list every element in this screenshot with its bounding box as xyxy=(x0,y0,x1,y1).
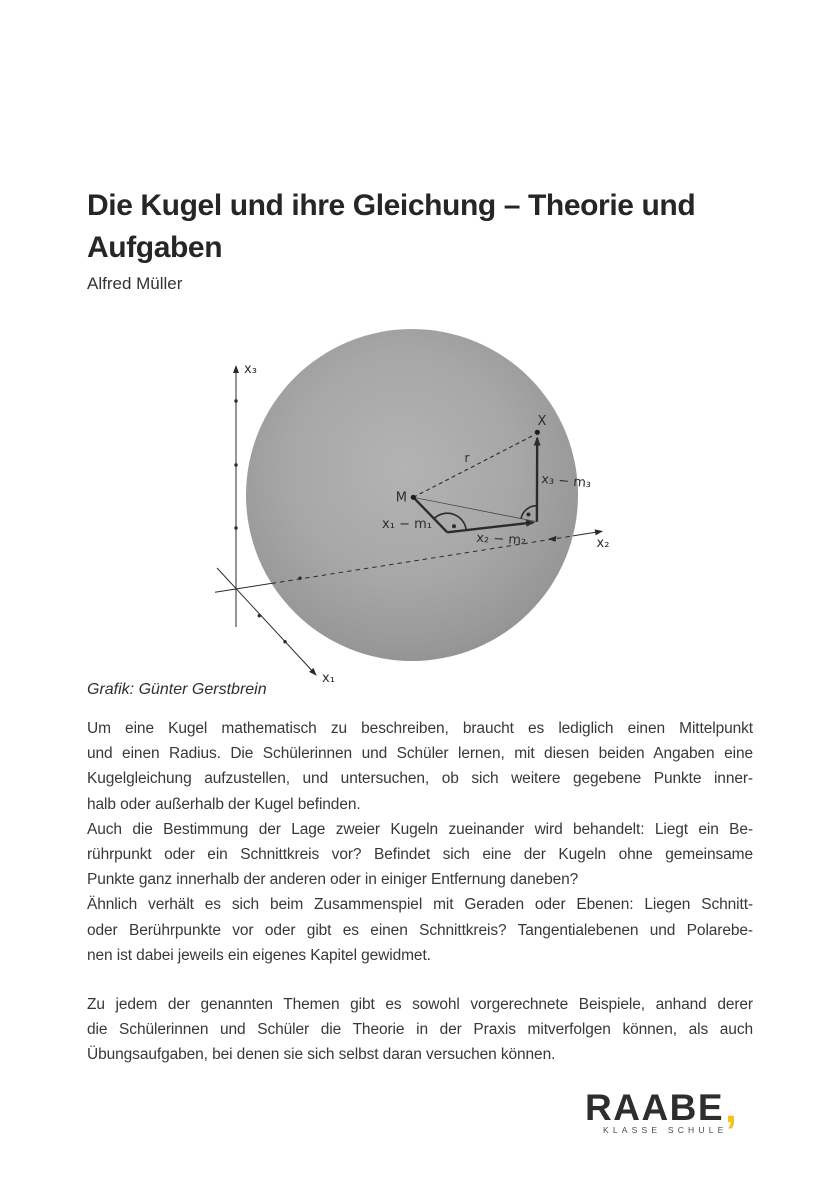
x3-axis-label: x₃ xyxy=(244,362,257,377)
sphere xyxy=(246,329,578,661)
text-line: rührpunkt oder ein Schnittkreis vor? Befindet sich eine der Kugeln ohne gemeinsame xyxy=(87,846,753,864)
x3-axis-tick xyxy=(234,399,237,402)
angle-dot-foot2 xyxy=(527,513,531,517)
author-name: Alfred Müller xyxy=(87,274,183,293)
x1-axis-tick xyxy=(283,640,286,643)
surface-point-label: X xyxy=(537,414,547,429)
x3-axis-tick xyxy=(234,463,237,466)
center-point-label: M xyxy=(395,490,407,506)
page-title-line-1: Die Kugel und ihre Gleichung – Theorie und xyxy=(87,189,696,223)
angle-dot-foot1 xyxy=(452,524,456,528)
paragraph xyxy=(87,716,753,817)
text-line: und einen Radius. Die Schülerinnen und Schüler lernen, mit diesen beiden Angaben eine xyxy=(87,745,753,763)
page-title-line-2: Aufgaben xyxy=(87,231,223,265)
delta-x1-label: x₁ − m₁ xyxy=(382,517,432,532)
text-line: Übungsaufgaben, bei denen sie sich selbst daran versuchen können. xyxy=(87,1046,556,1064)
x3-axis-tick xyxy=(234,526,237,529)
text-line: Um eine Kugel mathematisch zu beschreiben, braucht es lediglich einen Mittelpunkt xyxy=(87,720,753,737)
text-line: Ähnlich verhält es sich beim Zusammenspiel mit Geraden oder Ebenen: Liegen Schnitt- xyxy=(87,896,753,914)
text-line: halb oder außerhalb der Kugel befinden. xyxy=(87,795,361,813)
text-line: Punkte ganz innerhalb der anderen oder in einiger Entfernung daneben? xyxy=(87,871,579,889)
text-line: Zu jedem der genannten Themen gibt es sowohl vorgerechnete Beispiele, anhand derer xyxy=(87,996,753,1014)
text-line: die Schülerinnen und Schüler die Theorie in der Praxis mitverfolgen können, als auch xyxy=(87,1021,753,1039)
paragraph xyxy=(87,817,753,893)
logo-tagline: KLASSE SCHULE xyxy=(603,1125,728,1135)
x2-axis-origin-segment xyxy=(215,583,272,592)
delta-x3-label: x₃ − m₃ xyxy=(540,472,592,492)
center-point-M xyxy=(411,495,416,500)
x1-axis-tick xyxy=(258,614,261,617)
body-text xyxy=(87,716,753,1068)
surface-point-X xyxy=(535,430,540,435)
text-line: oder Berührpunkte vor oder gibt es einen Schnittkreis? Tangentialebenen und Polarebe- xyxy=(87,921,753,939)
paragraph xyxy=(87,892,753,968)
text-line: nen ist dabei jeweils ein eigenes Kapitel gewidmet. xyxy=(87,946,431,964)
text-line: Kugelgleichung aufzustellen, und untersuchen, ob sich weitere gegebene Punkte inner- xyxy=(87,770,753,788)
x1-axis-label: x₁ xyxy=(322,671,335,686)
x2-axis-label: x₂ xyxy=(596,536,610,551)
delta-x2-label: x₂ − m₂ xyxy=(475,530,527,549)
logo-wordmark: RAABE xyxy=(585,1087,725,1128)
page-title xyxy=(87,185,757,269)
logo-comma-icon: , xyxy=(725,1084,737,1131)
paragraph xyxy=(87,992,753,1068)
sphere-diagram xyxy=(200,325,640,690)
figure-caption: Grafik: Günter Gerstbrein xyxy=(87,681,267,698)
text-line: Auch die Bestimmung der Lage zweier Kugeln zueinander wird behandelt: Liegt ein Be- xyxy=(87,820,753,838)
x2-axis-tick xyxy=(298,577,301,580)
radius-label: r xyxy=(464,451,470,465)
raabe-logo xyxy=(585,1084,737,1135)
